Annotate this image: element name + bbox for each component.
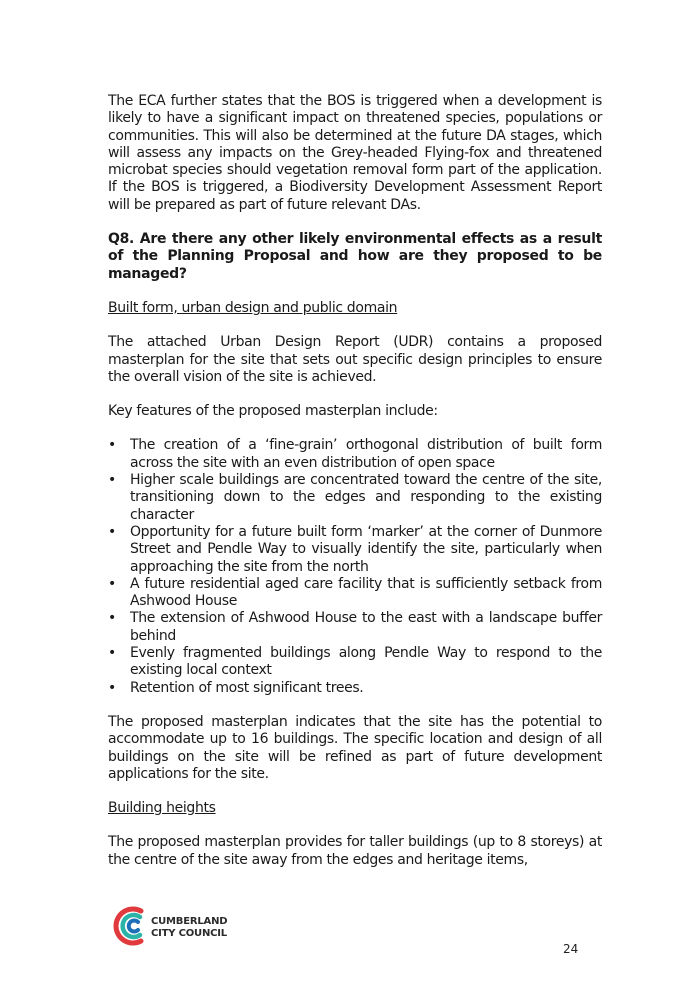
heading-built-form: Built form, urban design and public domain [108,299,398,316]
list-item: • The creation of a ‘fine-grain’ orthogonal distribution of built form across the site with an even distribution of open space [108,437,602,472]
paragraph-bos: The ECA further states that the BOS is triggered when a development is likely to have a significant impact on threatened species, populations or communities. This will also be determined at the future DA stages, which will assess any impacts on the Grey-headed Flying-fox and threatened microbat species should vegetation removal form part of the application. If the BOS is triggered, a Biodiversity Development Assessment Report will be prepared as part of future relevant DAs. [108,93,602,213]
masterplan-features-list [108,437,602,696]
list-item: • Higher scale buildings are concentrated toward the centre of the site, transitioning down to the edges and responding to the existing character [108,472,602,524]
heading-building-heights: Building heights [108,800,216,817]
paragraph-heights: The proposed masterplan provides for taller buildings (up to 8 storeys) at the centre of the site away from the edges and heritage items, [108,834,602,868]
page-body [108,93,602,869]
list-item: • Retention of most significant trees. [108,680,602,697]
list-item: • A future residential aged care facility that is sufficiently setback from Ashwood House [108,576,602,611]
paragraph-udr: The attached Urban Design Report (UDR) contains a proposed masterplan for the site that sets out specific design principles to ensure the overall vision of the site is achieved. [108,334,602,385]
page-number: 24 [563,942,579,956]
logo-wordmark [151,916,227,940]
logo-mark-icon [113,903,149,949]
logo-line-2: CITY COUNCIL [151,928,227,939]
cumberland-council-logo [113,903,273,953]
paragraph-buildings: The proposed masterplan indicates that the site has the potential to accommodate up to 16 buildings. The specific location and design of all buildings on the site will be refined as part of future development applications for the site. [108,713,602,782]
logo-line-1: CUMBERLAND [151,916,228,927]
question-q8: Q8. Are there any other likely environmental effects as a result of the Planning Proposal and how are they proposed to be managed? [108,231,602,282]
paragraph-key-features: Key features of the proposed masterplan include: [108,403,438,420]
list-item: • Opportunity for a future built form ‘marker’ at the corner of Dunmore Street and Pendle Way to visually identify the site, particularly when approaching the site from the north [108,524,602,576]
list-item: • The extension of Ashwood House to the east with a landscape buffer behind [108,610,602,645]
list-item: • Evenly fragmented buildings along Pendle Way to respond to the existing local context [108,645,602,680]
